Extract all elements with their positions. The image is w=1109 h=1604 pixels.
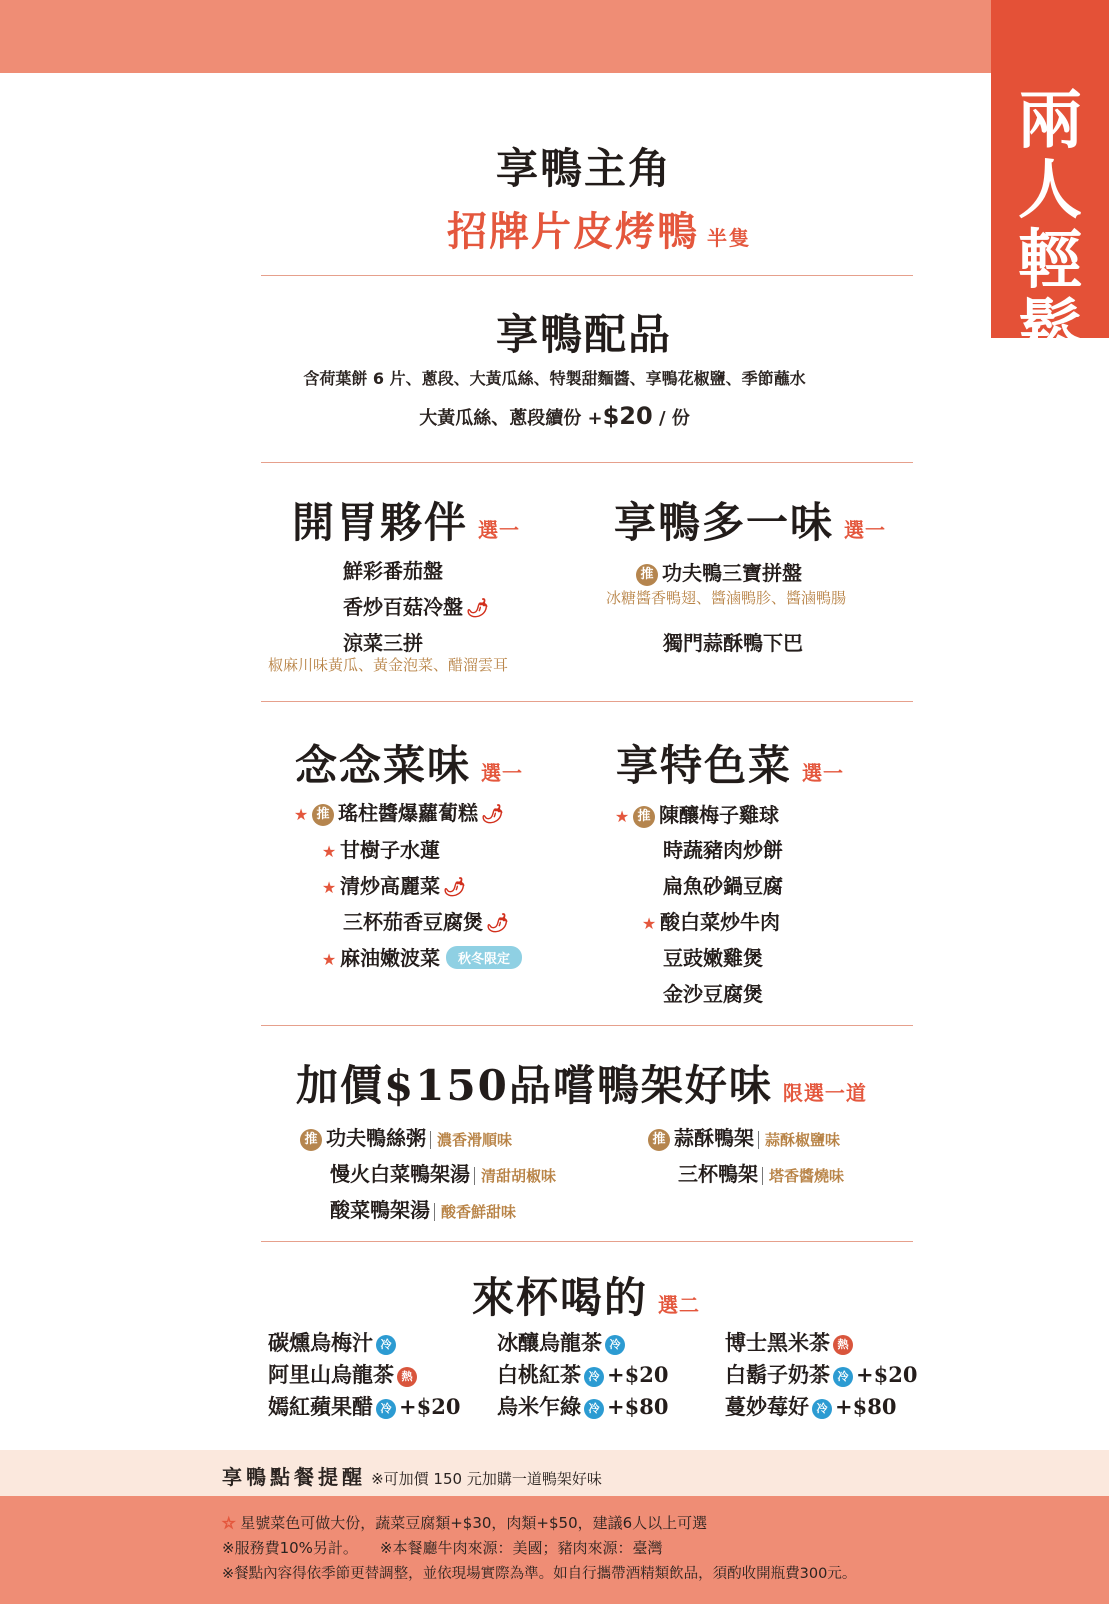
hot-icon: 熱 <box>397 1367 417 1387</box>
veg-item <box>318 870 466 899</box>
drink-name: 碳燻烏梅汁 <box>268 1330 373 1355</box>
addon-flavor: 酸香鮮甜味 <box>434 1203 516 1221</box>
addon-item-label: 酸菜鴨架湯 <box>330 1198 430 1222</box>
star-icon: ★ <box>321 842 337 861</box>
star-icon: ★ <box>321 950 337 969</box>
cold-icon: 冷 <box>376 1399 396 1419</box>
side-refill <box>0 402 1109 430</box>
addon-pick: 限選一道 <box>782 1081 867 1105</box>
side-title: 享鴨配品 <box>496 310 673 359</box>
duck-plus-title: 享鴨多一味 <box>614 498 835 547</box>
veg-item <box>318 834 440 863</box>
cold-icon: 冷 <box>605 1335 625 1355</box>
drink-price: +$20 <box>607 1362 669 1387</box>
refill-prefix: 大黃瓜絲、蔥段續份 + <box>419 408 603 429</box>
cold-icon: 冷 <box>833 1367 853 1387</box>
drink-item <box>725 1327 856 1357</box>
divider <box>261 1241 913 1242</box>
addon-item-label: 三杯鴨架 <box>678 1162 758 1186</box>
chili-icon: 🌶 <box>486 913 509 934</box>
footer-line <box>222 1537 663 1558</box>
drink-item <box>497 1327 628 1357</box>
addon-item-label: 蒜酥鴨架 <box>674 1126 754 1150</box>
addon-item <box>678 1158 844 1187</box>
footer-text: 星號菜色可做大份，蔬菜豆腐類+$30，肉類+$50，建議6人以上可選 <box>240 1514 708 1532</box>
star-outline-icon: ☆ <box>222 1514 236 1532</box>
appetizer-item-label: 香炒百菇冷盤 <box>343 595 463 619</box>
footer-text: ※本餐廳牛肉來源：美國；豬肉來源：臺灣 <box>379 1539 663 1557</box>
seasonal-badge: 秋冬限定 <box>446 946 522 969</box>
footer-text: ※服務費10%另計。 <box>222 1539 358 1557</box>
drink-item <box>497 1391 668 1421</box>
appetizer-sub: 椒麻川味黃瓜、黃金泡菜、醋溜雲耳 <box>268 656 509 674</box>
veg-title: 念念菜味 <box>295 741 472 790</box>
duck-plus-sub: 冰糖醬香鴨翅、醬滷鴨胗、醬滷鴨腸 <box>606 589 847 607</box>
veg-item <box>343 906 509 935</box>
corner-tag <box>991 0 1109 368</box>
appetizer-item <box>343 591 489 620</box>
drink-item <box>725 1359 917 1389</box>
recommend-icon: 推 <box>633 806 655 828</box>
corner-char: 鬆 <box>1018 293 1082 368</box>
duck-plus-pick: 選一 <box>844 518 887 542</box>
veg-item-label: 瑤柱醬爆蘿蔔糕 <box>338 801 478 825</box>
drink-name: 白桃紅茶 <box>497 1362 581 1387</box>
addon-item-label: 慢火白菜鴨架湯 <box>330 1162 470 1186</box>
notice-title: 享鴨點餐提醒 <box>222 1465 366 1489</box>
special-item-label: 酸白菜炒牛肉 <box>660 910 780 934</box>
corner-char: 兩 <box>1018 83 1082 158</box>
drink-price: +$80 <box>607 1394 669 1419</box>
addon-title: 加價$150品嚐鴨架好味 <box>296 1061 773 1110</box>
appetizer-pick: 選一 <box>478 518 521 542</box>
special-item: 時蔬豬肉炒餅 <box>663 838 783 862</box>
drink-item <box>497 1359 668 1389</box>
duck-plus-heading <box>614 490 886 550</box>
addon-flavor: 塔香醬燒味 <box>762 1167 844 1185</box>
drink-item <box>268 1359 420 1389</box>
drink-item <box>268 1327 399 1357</box>
main-portion: 半隻 <box>707 226 751 250</box>
special-item: 扁魚砂鍋豆腐 <box>663 874 783 898</box>
addon-flavor: 蒜酥椒鹽味 <box>758 1131 840 1149</box>
appetizer-title: 開胃夥伴 <box>292 498 469 547</box>
drink-name: 博士黑米茶 <box>725 1330 830 1355</box>
drinks-heading <box>472 1265 700 1325</box>
special-item <box>611 799 779 828</box>
main-title: 享鴨主角 <box>496 144 673 193</box>
drink-name: 嫣紅蘋果醋 <box>268 1394 373 1419</box>
star-icon: ★ <box>321 878 337 897</box>
side-desc: 含荷葉餅 6 片、蔥段、大黃瓜絲、特製甜麵醬、享鴨花椒鹽、季節蘸水 <box>303 369 806 388</box>
special-item-label: 陳釀梅子雞球 <box>659 803 779 827</box>
special-item <box>638 906 780 935</box>
main-dish-name: 招牌片皮烤鴨 <box>447 208 699 255</box>
chili-icon: 🌶 <box>481 804 504 825</box>
special-item: 豆豉嫩雞煲 <box>663 946 763 970</box>
addon-item <box>330 1194 516 1223</box>
veg-item <box>318 942 522 971</box>
addon-item-label: 功夫鴨絲粥 <box>326 1126 426 1150</box>
appetizer-item: 鮮彩番茄盤 <box>343 559 443 583</box>
drink-name: 蔓妙莓好 <box>725 1394 809 1419</box>
veg-item-label: 麻油嫩波菜 <box>340 946 440 970</box>
appetizer-heading <box>292 490 520 550</box>
recommend-icon: 推 <box>312 804 334 826</box>
addon-item <box>648 1122 840 1151</box>
duck-plus-item <box>636 557 802 586</box>
cold-icon: 冷 <box>376 1335 396 1355</box>
veg-item-label: 三杯茄香豆腐煲 <box>343 910 483 934</box>
main-dish <box>447 200 751 257</box>
addon-flavor: 濃香滑順味 <box>430 1131 512 1149</box>
special-title: 享特色菜 <box>616 741 793 790</box>
divider <box>261 462 913 463</box>
drink-item <box>268 1391 460 1421</box>
duck-plus-item: 獨門蒜酥鴨下巴 <box>663 631 803 655</box>
veg-pick: 選一 <box>481 761 524 785</box>
chili-icon: 🌶 <box>466 598 489 619</box>
drink-price: +$20 <box>856 1362 918 1387</box>
corner-char: 人 <box>1018 153 1082 228</box>
star-icon: ★ <box>641 914 657 933</box>
recommend-icon: 推 <box>300 1129 322 1151</box>
special-item: 金沙豆腐煲 <box>663 982 763 1006</box>
star-icon: ★ <box>614 807 630 826</box>
notice <box>222 1461 602 1490</box>
divider <box>261 1025 913 1026</box>
veg-item-label: 清炒高麗菜 <box>340 874 440 898</box>
footer-line: ※餐點內容得依季節更替調整，並依現場實際為準。如自行攜帶酒精類飲品，須酌收開瓶費300元。 <box>222 1566 857 1582</box>
divider <box>261 701 913 702</box>
drink-price: +$80 <box>835 1394 897 1419</box>
addon-heading <box>296 1053 867 1113</box>
drink-name: 冰釀烏龍茶 <box>497 1330 602 1355</box>
footer-line <box>222 1512 707 1533</box>
cold-icon: 冷 <box>812 1399 832 1419</box>
refill-suffix: / 份 <box>658 408 690 429</box>
recommend-icon: 推 <box>648 1129 670 1151</box>
drinks-title: 來杯喝的 <box>472 1273 649 1322</box>
chili-icon: 🌶 <box>443 877 466 898</box>
drink-name: 烏米乍綠 <box>497 1394 581 1419</box>
addon-item <box>330 1158 556 1187</box>
recommend-icon: 推 <box>636 564 658 586</box>
drink-name: 白鬍子奶茶 <box>725 1362 830 1387</box>
star-icon: ★ <box>293 805 309 824</box>
hot-icon: 熱 <box>833 1335 853 1355</box>
veg-item <box>290 797 504 826</box>
veg-item-label: 甘樹子水蓮 <box>340 838 440 862</box>
duck-plus-item-label: 功夫鴨三寶拼盤 <box>662 561 802 585</box>
special-pick: 選一 <box>802 761 845 785</box>
cold-icon: 冷 <box>584 1399 604 1419</box>
special-heading <box>616 733 844 793</box>
divider <box>261 275 913 276</box>
corner-char: 輕 <box>1018 223 1082 298</box>
refill-price: $20 <box>602 402 653 430</box>
drink-price: +$20 <box>399 1394 461 1419</box>
addon-item <box>300 1122 512 1151</box>
drinks-pick: 選二 <box>658 1293 701 1317</box>
drink-name: 阿里山烏龍茶 <box>268 1362 394 1387</box>
drink-item <box>725 1391 896 1421</box>
addon-flavor: 清甜胡椒味 <box>474 1167 556 1185</box>
top-band <box>0 0 1109 73</box>
veg-heading <box>295 733 523 793</box>
appetizer-item: 涼菜三拼 <box>343 631 423 655</box>
cold-icon: 冷 <box>584 1367 604 1387</box>
notice-text: ※可加價 150 元加購一道鴨架好味 <box>371 1470 602 1488</box>
